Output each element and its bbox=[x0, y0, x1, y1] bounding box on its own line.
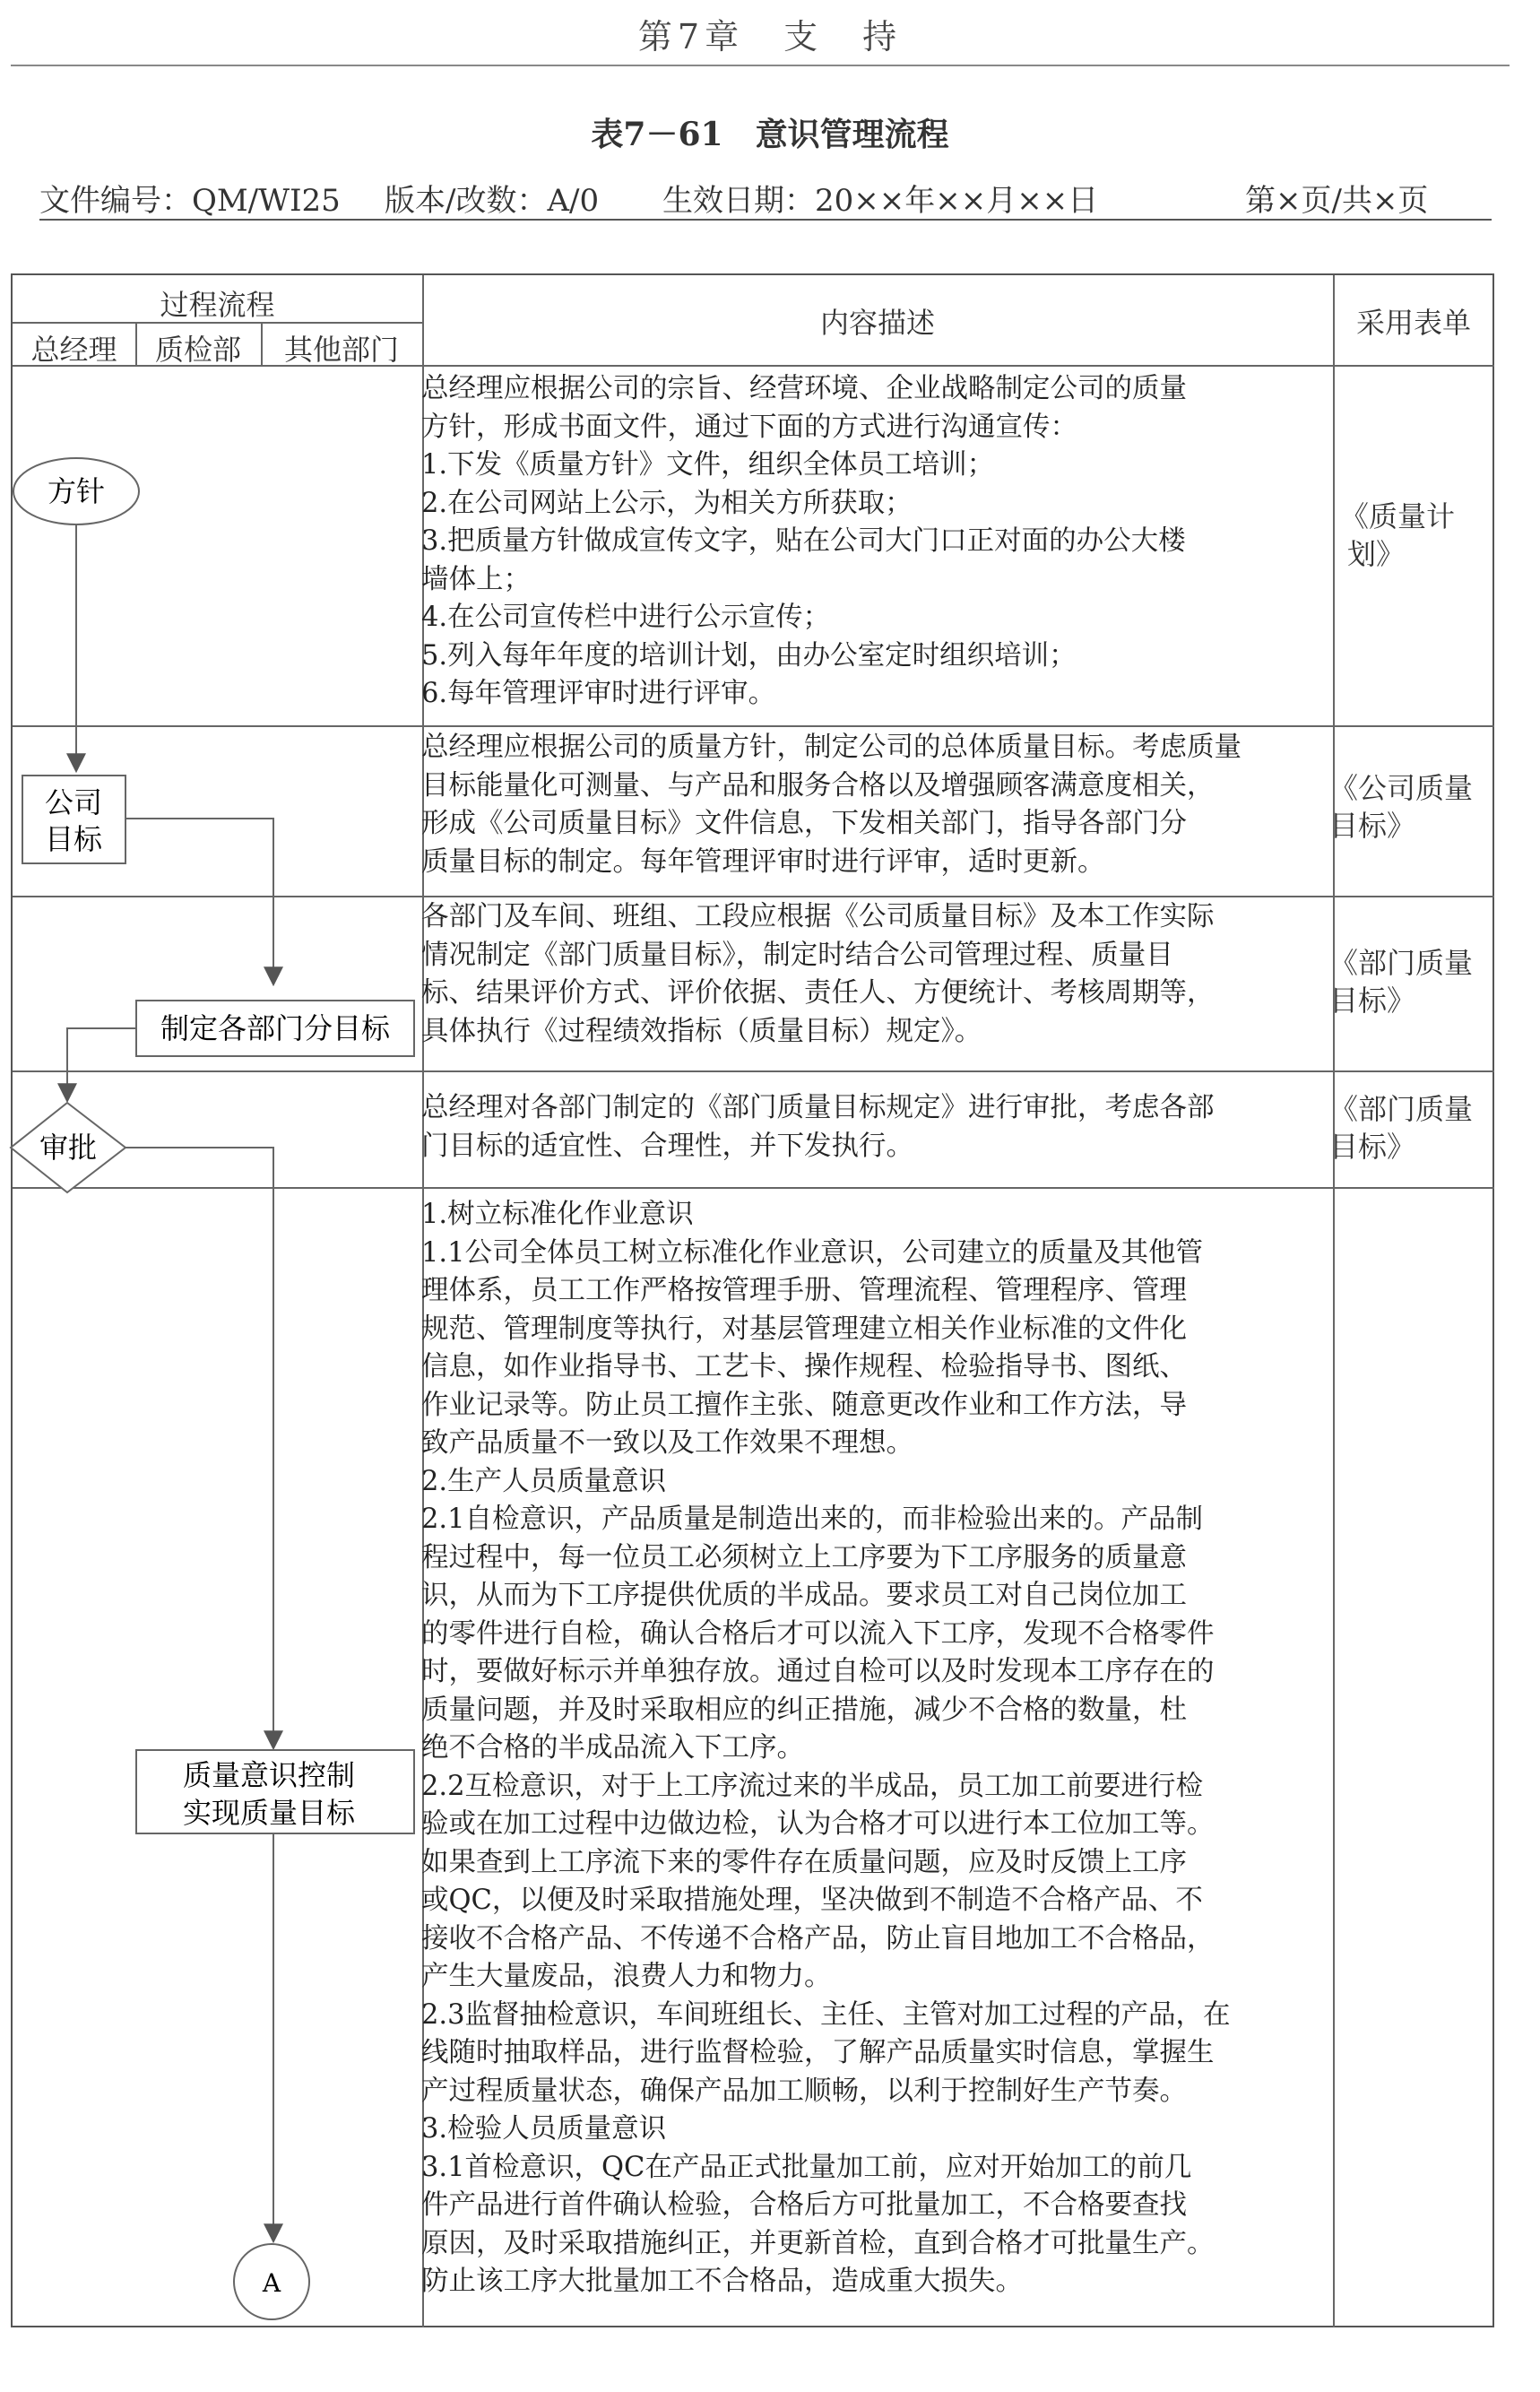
description-line: 1.1公司全体员工树立标准化作业意识，公司建立的质量及其他管 bbox=[421, 1236, 1204, 1269]
description-line: 方针，形成书面文件，通过下面的方式进行沟通宣传： bbox=[421, 411, 1077, 443]
quality-control-label: 质量意识控制 bbox=[182, 1758, 356, 1792]
company-goal-label: 目标 bbox=[44, 822, 103, 856]
description-line: 程过程中，每一位员工必须树立上工序要为下工序服务的质量意 bbox=[421, 1541, 1187, 1573]
flow-arrow bbox=[67, 1028, 136, 1101]
description-line: 墙体上； bbox=[421, 563, 531, 595]
description-row-company-goal bbox=[421, 729, 1318, 881]
form-line: 《部门质量 bbox=[1329, 1092, 1474, 1126]
form-line: 《部门质量 bbox=[1329, 946, 1474, 980]
description-line: 识，从而为下工序提供优质的半成品。要求员工对自己岗位加工 bbox=[421, 1580, 1187, 1611]
form-line: 《公司质量 bbox=[1329, 771, 1474, 805]
description-line: 2.在公司网站上公示，为相关方所获取； bbox=[421, 487, 913, 519]
description-line: 产生大量废品，浪费人力和物力。 bbox=[421, 1961, 832, 1992]
form-line: 目标》 bbox=[1329, 1130, 1416, 1164]
header-forms: 采用表单 bbox=[1355, 306, 1471, 340]
description-line: 3.检验人员质量意识 bbox=[421, 2113, 667, 2145]
description-line: 线随时抽取样品，进行监督检验，了解产品质量实时信息，掌握生 bbox=[421, 2037, 1215, 2068]
description-line: 接收不合格产品、不传递不合格产品，防止盲目地加工不合格品， bbox=[421, 1922, 1215, 1954]
page-number: 第×页/共×页 bbox=[1245, 183, 1429, 219]
doc-number: 文件编号：QM/WI25 bbox=[39, 183, 341, 219]
description-line: 总经理应根据公司的质量方针，制定公司的总体质量目标。考虑质量 bbox=[421, 732, 1242, 763]
description-line: 2.2互检意识，对于上工序流过来的半成品，员工加工前要进行检 bbox=[421, 1770, 1204, 1802]
header-other-dept: 其他部门 bbox=[283, 333, 399, 367]
form-line: 目标》 bbox=[1329, 809, 1416, 843]
description-line: 目标能量化可测量、与产品和服务合格以及增强顾客满意度相关， bbox=[421, 769, 1215, 802]
description-line: 2.1自检意识，产品质量是制造出来的，而非检验出来的。产品制 bbox=[421, 1504, 1204, 1535]
description-line: 时，要做好标示并单独存放。通过自检可以及时发现本工序存在的 bbox=[421, 1656, 1215, 1687]
description-line: 理体系，员工工作严格按管理手册、管理流程、管理程序、管理 bbox=[421, 1275, 1187, 1306]
form-line: 《质量计 bbox=[1340, 499, 1456, 533]
description-line: 门目标的适宜性、合理性，并下发执行。 bbox=[421, 1130, 913, 1162]
description-line: 规范、管理制度等执行，对基层管理建立相关作业标准的文件化 bbox=[421, 1313, 1187, 1345]
form-row-dept-goal bbox=[1329, 944, 1482, 1019]
description-line: 4.在公司宣传栏中进行公示宣传； bbox=[421, 602, 831, 633]
company-goal-label: 公司 bbox=[44, 785, 103, 819]
description-line: 1.树立标准化作业意识 bbox=[421, 1199, 694, 1230]
description-line: 标、结果评价方式、评价依据、责任人、方便统计、考核周期等， bbox=[421, 977, 1215, 1009]
description-line: 3.把质量方针做成宣传文字，贴在公司大门口正对面的办公大楼 bbox=[421, 525, 1186, 557]
description-line: 致产品质量不一致以及工作效果不理想。 bbox=[421, 1427, 913, 1459]
description-line: 质量问题，并及时采取相应的纠正措施，减少不合格的数量，杜 bbox=[421, 1694, 1187, 1726]
description-line: 验或在加工过程中边做边检，认为合格才可以进行本工位加工等。 bbox=[421, 1808, 1215, 1840]
form-row-company-goal bbox=[1329, 769, 1482, 845]
description-line: 的零件进行自检，确认合格后才可以流入下工序，发现不合格零件 bbox=[421, 1617, 1215, 1650]
description-line: 2.生产人员质量意识 bbox=[421, 1465, 667, 1497]
description-line: 形成《公司质量目标》文件信息，下发相关部门，指导各部门分 bbox=[421, 808, 1187, 839]
description-line: 总经理对各部门制定的《部门质量目标规定》进行审批，考虑各部 bbox=[421, 1092, 1215, 1123]
quality-control-label: 实现质量目标 bbox=[182, 1796, 356, 1830]
approve-label: 审批 bbox=[39, 1131, 98, 1165]
effective-date: 生效日期：20××年××月××日 bbox=[662, 183, 1099, 219]
description-line: 2.3监督抽检意识，车间班组长、主任、主管对加工过程的产品，在 bbox=[421, 1998, 1231, 2031]
description-line: 原因，及时采取措施纠正，并更新首检，直到合格才可批量生产。 bbox=[421, 2227, 1215, 2259]
description-row-policy bbox=[421, 370, 1318, 714]
description-line: 3.1首检意识，QC在产品正式批量加工前，应对开始加工的前几 bbox=[421, 2151, 1192, 2183]
description-line: 件产品进行首件确认检验，合格后方可批量加工，不合格要查找 bbox=[421, 2189, 1187, 2221]
flow-arrow bbox=[125, 819, 273, 984]
description-line: 产过程质量状态，确保产品加工顺畅，以利于控制好生产节奏。 bbox=[421, 2075, 1187, 2107]
description-line: 质量目标的制定。每年管理评审时进行评审，适时更新。 bbox=[421, 845, 1105, 878]
form-row-policy bbox=[1340, 498, 1492, 573]
description-line: 或QC，以便及时采取措施处理，坚决做到不制造不合格产品、不 bbox=[421, 1885, 1203, 1916]
form-line: 目标》 bbox=[1329, 984, 1416, 1018]
description-line: 总经理应根据公司的宗旨、经营环境、企业战略制定公司的质量 bbox=[421, 373, 1187, 404]
description-line: 如果查到上工序流下来的零件存在质量问题，应及时反馈上工序 bbox=[421, 1846, 1187, 1878]
header-process-flow: 过程流程 bbox=[160, 288, 275, 322]
connector-a-label: A bbox=[262, 2268, 281, 2298]
description-row-approve bbox=[421, 1089, 1318, 1166]
description-line: 6.每年管理评审时进行评审。 bbox=[421, 678, 776, 709]
form-line: 划》 bbox=[1347, 537, 1406, 571]
description-row-dept-goal bbox=[421, 898, 1318, 1051]
dept-goal-label: 制定各部门分目标 bbox=[160, 1011, 391, 1045]
description-line: 作业记录等。防止员工擅作主张、随意更改作业和工作方法，导 bbox=[421, 1389, 1187, 1421]
header-qc-dept: 质检部 bbox=[154, 333, 241, 367]
header-general-manager: 总经理 bbox=[30, 333, 117, 367]
table-title: 表7－61 意识管理流程 bbox=[591, 116, 949, 153]
description-line: 信息，如作业指导书、工艺卡、操作规程、检验指导书、图纸、 bbox=[421, 1351, 1187, 1382]
description-line: 情况制定《部门质量目标》，制定时结合公司管理过程、质量目 bbox=[421, 939, 1173, 971]
chapter-title: 第7章 支 持 bbox=[637, 17, 903, 56]
policy-label: 方针 bbox=[47, 474, 106, 508]
flow-arrow bbox=[125, 1148, 273, 1748]
version: 版本/改数：A/0 bbox=[385, 183, 600, 219]
description-line: 5.列入每年年度的培训计划，由办公室定时组织培训； bbox=[421, 639, 1077, 672]
form-row-approve bbox=[1329, 1090, 1482, 1166]
header-description: 内容描述 bbox=[819, 306, 935, 340]
description-line: 各部门及车间、班组、工段应根据《公司质量目标》及本工作实际 bbox=[421, 901, 1215, 932]
description-line: 具体执行《过程绩效指标（质量目标）规定》。 bbox=[421, 1015, 982, 1047]
description-line: 绝不合格的半成品流入下工序。 bbox=[421, 1732, 804, 1764]
description-line: 防止该工序大批量加工不合格品，造成重大损失。 bbox=[421, 2266, 1023, 2297]
description-line: 1.下发《质量方针》文件，组织全体员工培训； bbox=[421, 449, 995, 481]
description-row-quality-awareness bbox=[421, 1196, 1318, 2301]
